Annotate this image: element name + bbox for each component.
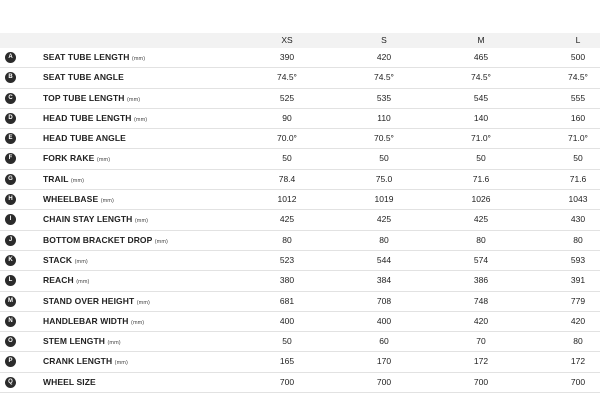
row-value-s: 700 xyxy=(376,376,392,387)
row-value-l: 430 xyxy=(570,214,586,225)
row-letter-badge: I xyxy=(5,214,16,225)
table-row xyxy=(0,231,600,251)
column-header-s: S xyxy=(381,35,387,45)
table-header xyxy=(0,33,600,48)
row-label-text: BOTTOM BRACKET DROP xyxy=(43,234,153,245)
row-unit: (mm) xyxy=(74,258,88,265)
row-label xyxy=(43,93,140,103)
row-label xyxy=(43,255,88,265)
row-value-l: 71.0° xyxy=(568,133,588,144)
row-label-text: REACH xyxy=(43,275,74,286)
table-body xyxy=(0,48,600,393)
row-label-text: FORK RAKE xyxy=(43,153,95,164)
row-letter-badge: C xyxy=(5,93,16,104)
table-row xyxy=(0,48,600,68)
table-row xyxy=(0,271,600,291)
row-unit: (mm) xyxy=(154,238,168,245)
row-value-m: 420 xyxy=(473,315,489,326)
row-value-l: 172 xyxy=(570,356,586,367)
row-label-text: HEAD TUBE ANGLE xyxy=(43,133,126,144)
row-value-s: 420 xyxy=(376,52,392,62)
column-header-xs: XS xyxy=(281,35,293,45)
row-value-s: 70.5° xyxy=(374,133,394,144)
table-row xyxy=(0,109,600,129)
row-unit: (mm) xyxy=(76,279,90,286)
row-label xyxy=(43,174,84,184)
row-value-xs: 165 xyxy=(279,356,295,367)
row-value-l: 1043 xyxy=(568,194,588,205)
row-unit: (mm) xyxy=(114,360,128,367)
row-unit: (mm) xyxy=(100,198,114,205)
row-label xyxy=(43,377,96,387)
row-value-l: 80 xyxy=(573,336,583,347)
column-header-m: M xyxy=(477,35,485,45)
row-value-m: 71.0° xyxy=(471,133,491,144)
row-label xyxy=(43,275,89,285)
row-letter-badge: B xyxy=(5,72,16,83)
row-letter-badge: G xyxy=(5,174,16,185)
row-label-text: SEAT TUBE ANGLE xyxy=(43,72,124,83)
row-label xyxy=(43,52,145,62)
row-label-text: CRANK LENGTH xyxy=(43,356,113,367)
row-letter-badge: H xyxy=(5,194,16,205)
row-value-s: 80 xyxy=(379,234,389,245)
row-value-s: 50 xyxy=(379,153,389,164)
row-unit: (mm) xyxy=(133,116,148,123)
column-header-l: L xyxy=(575,35,581,45)
row-value-l: 700 xyxy=(570,376,586,387)
table-row xyxy=(0,89,600,109)
row-value-s: 425 xyxy=(376,214,392,225)
table-row xyxy=(0,68,600,88)
row-value-m: 140 xyxy=(473,112,489,123)
row-value-s: 384 xyxy=(376,275,392,286)
row-value-xs: 50 xyxy=(282,336,292,347)
row-unit: (mm) xyxy=(107,340,121,347)
row-label-text: HEAD TUBE LENGTH xyxy=(43,112,132,123)
row-label xyxy=(43,214,148,224)
row-value-l: 593 xyxy=(570,254,586,265)
row-unit: (mm) xyxy=(70,177,85,184)
table-row xyxy=(0,190,600,210)
row-value-m: 574 xyxy=(473,254,489,265)
row-unit: (mm) xyxy=(131,56,146,62)
row-value-m: 700 xyxy=(473,376,489,387)
row-value-xs: 700 xyxy=(279,376,295,387)
row-value-xs: 70.0° xyxy=(277,133,297,144)
row-label-text: TRAIL xyxy=(43,173,69,184)
row-value-xs: 80 xyxy=(282,234,292,245)
row-value-xs: 74.5° xyxy=(277,72,297,83)
table-row xyxy=(0,312,600,332)
row-label-text: STAND OVER HEIGHT xyxy=(43,295,135,306)
row-letter-badge: E xyxy=(5,133,16,144)
row-value-s: 544 xyxy=(376,254,392,265)
row-value-s: 400 xyxy=(376,315,392,326)
row-value-xs: 425 xyxy=(279,214,295,225)
row-value-xs: 525 xyxy=(279,92,295,103)
row-value-l: 71.6 xyxy=(569,173,587,184)
row-value-xs: 390 xyxy=(279,52,295,62)
row-label xyxy=(43,113,147,123)
row-value-m: 74.5° xyxy=(471,72,491,83)
row-label-text: HANDLEBAR WIDTH xyxy=(43,315,129,326)
row-value-l: 555 xyxy=(570,92,586,103)
row-value-s: 1019 xyxy=(374,194,394,205)
row-value-s: 60 xyxy=(379,336,389,347)
row-label xyxy=(43,194,114,204)
row-value-m: 80 xyxy=(476,234,486,245)
table-row xyxy=(0,292,600,312)
table-row xyxy=(0,129,600,149)
row-value-xs: 523 xyxy=(279,254,295,265)
row-value-m: 172 xyxy=(473,356,489,367)
row-letter-badge: O xyxy=(5,336,16,347)
row-label-text: SEAT TUBE LENGTH xyxy=(43,52,130,62)
row-value-m: 545 xyxy=(473,92,489,103)
row-value-m: 465 xyxy=(473,52,489,62)
row-value-l: 74.5° xyxy=(568,72,588,83)
row-label xyxy=(43,153,110,163)
row-value-xs: 90 xyxy=(282,112,292,123)
row-letter-badge: Q xyxy=(5,377,16,388)
row-value-xs: 681 xyxy=(279,295,295,306)
table-row xyxy=(0,210,600,230)
row-value-s: 708 xyxy=(376,295,392,306)
row-label xyxy=(43,235,168,245)
row-value-l: 391 xyxy=(570,275,586,286)
row-value-s: 535 xyxy=(376,92,392,103)
row-label xyxy=(43,336,121,346)
row-letter-badge: D xyxy=(5,113,16,124)
table-row xyxy=(0,352,600,372)
row-label xyxy=(43,296,150,306)
row-label xyxy=(43,316,144,326)
row-value-s: 170 xyxy=(376,356,392,367)
row-letter-badge: M xyxy=(5,296,16,307)
row-value-s: 75.0 xyxy=(375,173,393,184)
row-letter-badge: A xyxy=(5,52,16,63)
row-value-xs: 78.4 xyxy=(278,173,296,184)
row-unit: (mm) xyxy=(96,157,111,164)
row-unit: (mm) xyxy=(134,218,149,225)
row-letter-badge: K xyxy=(5,255,16,266)
row-unit: (mm) xyxy=(136,299,150,306)
row-letter-badge: J xyxy=(5,235,16,246)
row-label-text: WHEELBASE xyxy=(43,194,99,205)
row-value-xs: 400 xyxy=(279,315,295,326)
row-unit: (mm) xyxy=(126,96,141,103)
geometry-table xyxy=(0,33,600,393)
row-value-l: 80 xyxy=(573,234,583,245)
row-value-xs: 50 xyxy=(282,153,292,164)
row-label xyxy=(43,133,126,143)
row-letter-badge: N xyxy=(5,316,16,327)
row-letter-badge: P xyxy=(5,356,16,367)
row-value-m: 386 xyxy=(473,275,489,286)
row-label xyxy=(43,356,128,366)
row-value-l: 779 xyxy=(570,295,586,306)
table-row xyxy=(0,149,600,169)
row-value-m: 425 xyxy=(473,214,489,225)
row-value-l: 160 xyxy=(570,112,586,123)
table-row xyxy=(0,251,600,271)
row-letter-badge: F xyxy=(5,153,16,164)
table-row xyxy=(0,373,600,393)
table-row xyxy=(0,170,600,190)
row-value-s: 74.5° xyxy=(374,72,394,83)
row-unit: (mm) xyxy=(131,319,145,326)
row-value-m: 50 xyxy=(476,153,486,164)
row-label-text: STEM LENGTH xyxy=(43,336,106,347)
row-value-m: 748 xyxy=(473,295,489,306)
row-value-m: 71.6 xyxy=(472,173,490,184)
row-label-text: WHEEL SIZE xyxy=(43,376,96,387)
row-value-xs: 380 xyxy=(279,275,295,286)
row-value-l: 420 xyxy=(570,315,586,326)
row-label xyxy=(43,72,124,82)
row-value-s: 110 xyxy=(377,112,391,123)
row-value-xs: 1012 xyxy=(277,194,297,205)
row-label-text: STACK xyxy=(43,254,73,265)
row-label-text: TOP TUBE LENGTH xyxy=(43,92,125,103)
row-value-m: 70 xyxy=(476,336,486,347)
row-value-m: 1026 xyxy=(471,194,491,205)
table-row xyxy=(0,332,600,352)
row-value-l: 500 xyxy=(570,52,586,62)
row-value-l: 50 xyxy=(573,153,583,164)
row-label-text: CHAIN STAY LENGTH xyxy=(43,214,133,225)
row-letter-badge: L xyxy=(5,275,16,286)
